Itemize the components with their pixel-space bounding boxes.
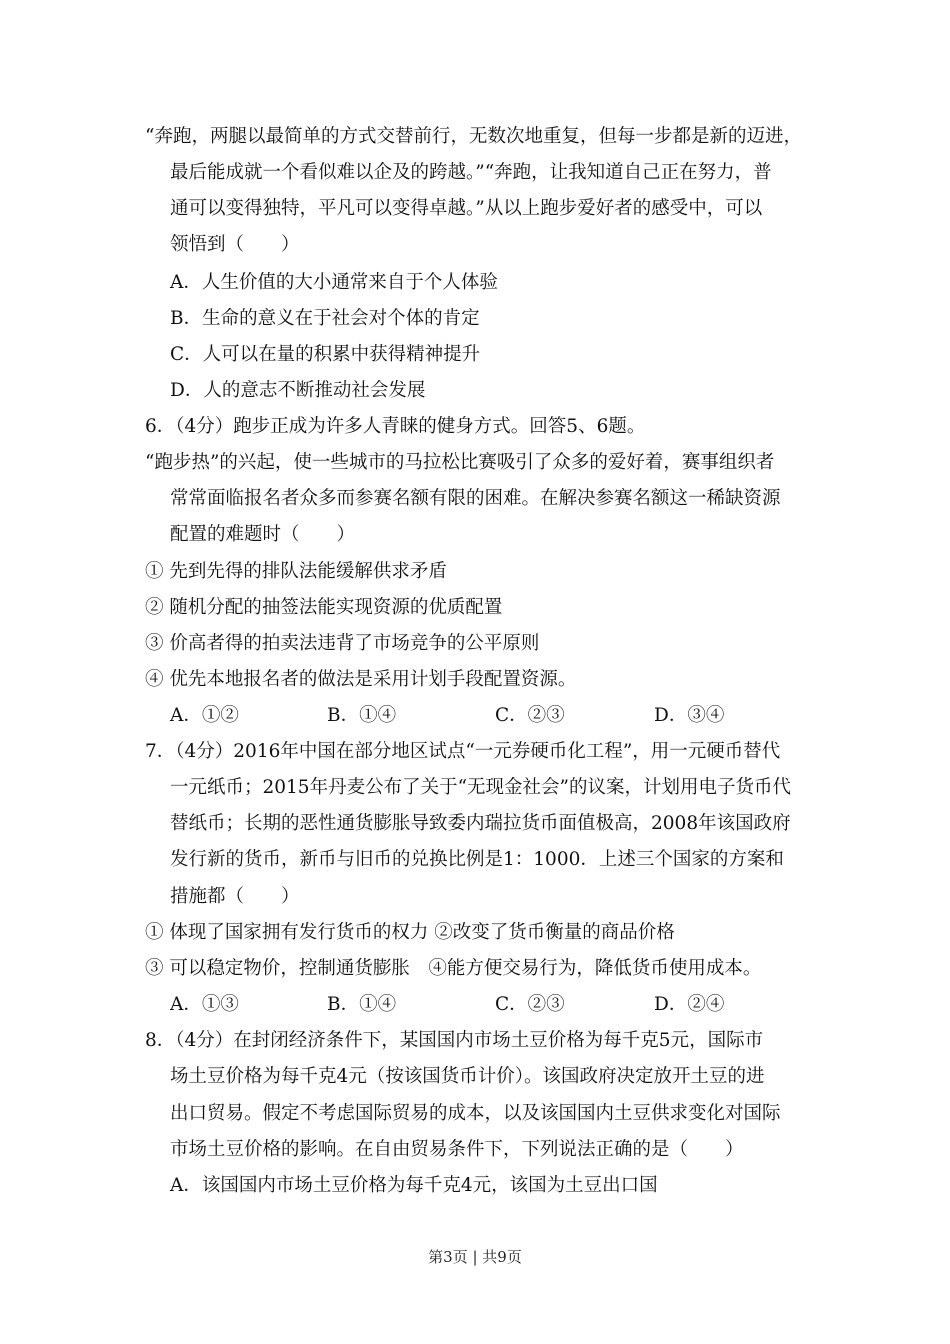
- q7-item-2: ③ 可以稳定物价，控制通货膨胀 ④能方便交易行为，降低货币使用成本。: [145, 958, 762, 979]
- q5-option-a: A．人生价值的大小通常来自于个人体验: [170, 272, 498, 293]
- q5-stem-line-2: 最后能成就一个看似难以企及的跨越。”“奔跑，让我知道自己正在努力，普: [170, 162, 772, 183]
- q6-item-3: ③ 价高者得的拍卖法违背了市场竞争的公平原则: [145, 633, 540, 654]
- q5-option-d: D．人的意志不断推动社会发展: [170, 380, 426, 401]
- q6-choice-d: D．③④: [654, 705, 725, 726]
- q6-choice-c: C．②③: [495, 705, 565, 726]
- q7-stem-line-1: 一元纸币；2015年丹麦公布了关于“无现金社会”的议案，计划用电子货币代: [170, 777, 791, 798]
- q8-option-a: A．该国国内市场土豆价格为每千克4元，该国为土豆出口国: [170, 1175, 658, 1196]
- q6-item-1: ① 先到先得的排队法能缓解供求矛盾: [145, 561, 447, 582]
- q8-stem-line-3: 市场土豆价格的影响。在自由贸易条件下，下列说法正确的是（ ）: [170, 1139, 744, 1160]
- q6-item-2: ② 随机分配的抽签法能实现资源的优质配置: [145, 597, 503, 618]
- q8-header: 8．（4分）在封闭经济条件下，某国国内市场土豆价格为每千克5元，国际市: [145, 1030, 764, 1051]
- q5-option-b: B．生命的意义在于社会对个体的肯定: [170, 308, 480, 329]
- q8-stem-line-2: 出口贸易。假定不考虑国际贸易的成本，以及该国国内土豆供求变化对国际: [170, 1103, 781, 1124]
- q5-stem-line-1: “奔跑，两腿以最简单的方式交替前行，无数次地重复，但每一步都是新的迈进，: [145, 126, 802, 147]
- q5-stem-line-4: 领悟到（ ）: [170, 234, 300, 255]
- page-number-footer: 第3页 | 共9页: [428, 1248, 522, 1266]
- q7-stem-line-3: 发行新的货币，新币与旧币的兑换比例是1：1000．上述三个国家的方案和: [170, 849, 784, 870]
- q7-choice-c: C．②③: [495, 994, 565, 1015]
- q6-choice-b: B．①④: [327, 705, 397, 726]
- q5-option-c: C．人可以在量的积累中获得精神提升: [170, 344, 481, 365]
- q7-stem-line-2: 替纸币；长期的恶性通货膨胀导致委内瑞拉货币面值极高，2008年该国政府: [170, 813, 791, 834]
- q6-stem-line-3: 配置的难题时（ ）: [170, 524, 356, 545]
- q6-item-4: ④ 优先本地报名者的做法是采用计划手段配置资源。: [145, 669, 577, 690]
- q7-choice-b: B．①④: [327, 994, 397, 1015]
- q7-header: 7．（4分）2016年中国在部分地区试点“一元券硬币化工程”，用一元硬币替代: [145, 741, 781, 762]
- q5-stem-line-3: 通可以变得独特，平凡可以变得卓越。”从以上跑步爱好者的感受中，可以: [170, 198, 763, 219]
- q7-choice-a: A．①③: [170, 994, 239, 1015]
- q6-stem-line-2: 常常面临报名者众多而参赛名额有限的困难。在解决参赛名额这一稀缺资源: [170, 488, 781, 509]
- q6-header: 6．（4分）跑步正成为许多人青睐的健身方式。回答5、6题。: [145, 416, 646, 437]
- q6-stem-line-1: “跑步热”的兴起，使一些城市的马拉松比赛吸引了众多的爱好着，赛事组织者: [145, 452, 775, 473]
- q6-choice-a: A．①②: [170, 705, 239, 726]
- q8-stem-line-1: 场土豆价格为每千克4元（按该国货币计价）。该国政府决定放开土豆的进: [170, 1066, 765, 1087]
- q7-item-1: ① 体现了国家拥有发行货币的权力 ②改变了货币衡量的商品价格: [145, 922, 675, 943]
- q7-choice-d: D．②④: [654, 994, 725, 1015]
- q7-stem-line-4: 措施都（ ）: [170, 886, 300, 907]
